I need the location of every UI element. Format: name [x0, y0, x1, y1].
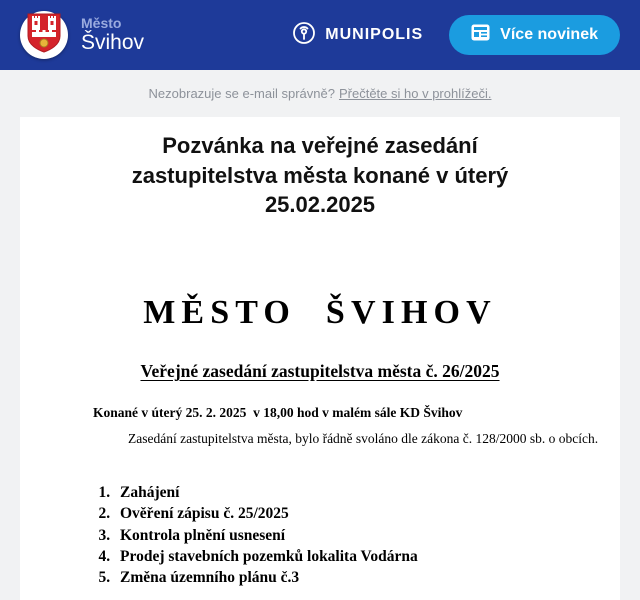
munipolis-brand [292, 21, 423, 50]
munipolis-label: MUNIPOLIS [325, 26, 424, 43]
agenda-item: 1. Zahájení [114, 482, 620, 503]
more-news-button[interactable] [449, 15, 620, 55]
document-title: MĚSTO ŠVIHOV [143, 294, 497, 332]
document-subtitle: Veřejné zasedání zastupitelstva města č. 26/2025 [140, 361, 500, 382]
agenda-item: 5. Změna územního plánu č.3 [114, 567, 620, 588]
town-logo [20, 11, 68, 59]
agenda-item: 4. Prodej stavebních pozemků lokalita Vodárna [114, 546, 620, 567]
banner-text: Nezobrazuje se e-mail správně? [148, 86, 335, 101]
email-content-card [20, 117, 620, 600]
newspaper-icon [471, 24, 490, 46]
app-header [0, 0, 640, 70]
broadcast-icon [292, 21, 316, 50]
more-news-button-label: Více novinek [500, 26, 598, 43]
brand-name-bottom: Švihov [81, 30, 145, 54]
agenda-list [92, 482, 620, 588]
agenda-item: 2. Ověření zápisu č. 25/2025 [114, 503, 620, 524]
brand-name [81, 15, 144, 55]
legal-note-line: Zasedání zastupitelstva města, bylo řádně svoláno dle zákona č. 128/2000 sb. o obcích. [128, 431, 599, 447]
agenda-item: 3. Kontrola plnění usnesení [114, 525, 620, 546]
view-in-browser-link[interactable]: Přečtěte si ho v prohlížeči. [338, 86, 492, 101]
document-body [20, 294, 620, 588]
meeting-info-line: Konané v úterý 25. 2. 2025 v 18,00 hod v malém sále KD Švihov [93, 405, 463, 421]
city-crest-icon [27, 13, 61, 58]
invitation-heading: Pozvánka na veřejné zasedání zastupitelstva města konané v úterý 25.02.2025 [131, 133, 509, 218]
brand-name-top: Město [81, 14, 122, 31]
view-in-browser-banner [0, 70, 640, 117]
